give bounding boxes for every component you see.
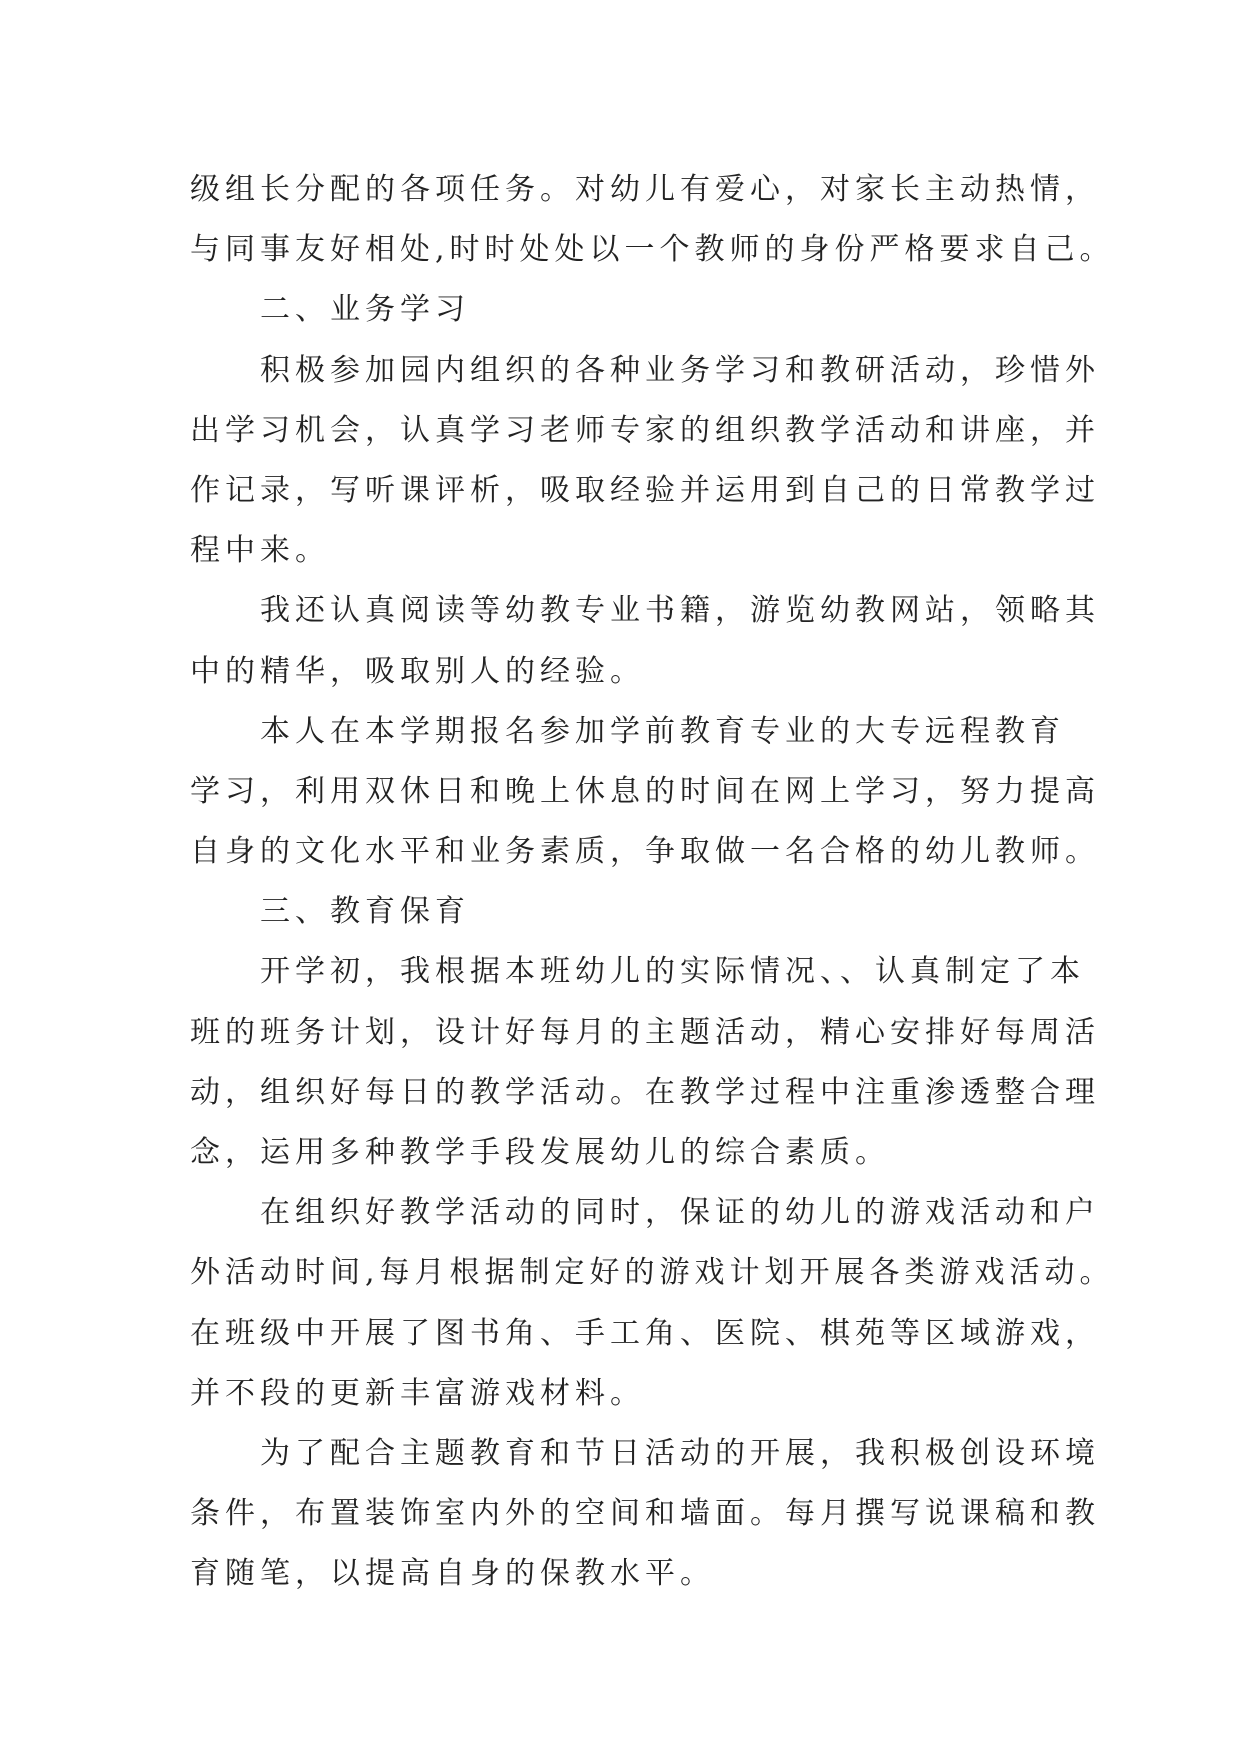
text-line: 本人在本学期报名参加学前教育专业的大专远程教育 (260, 713, 1065, 749)
text-line: 程中来。 (190, 533, 330, 569)
text-line: 班的班务计划，设计好每月的主题活动，精心安排好每周活 (190, 1014, 1100, 1050)
text-line: 二、业务学习 (260, 292, 470, 328)
text-line: 学习，利用双休日和晚上休息的时间在网上学习，努力提高 (190, 773, 1100, 809)
text-line: 中的精华，吸取别人的经验。 (190, 653, 645, 689)
text-line: 自身的文化水平和业务素质，争取做一名合格的幼儿教师。 (190, 834, 1100, 870)
text-line: 在班级中开展了图书角、手工角、医院、棋苑等区域游戏， (190, 1315, 1100, 1351)
text-line: 积极参加园内组织的各种业务学习和教研活动，珍惜外 (260, 352, 1100, 388)
document-body (190, 160, 1115, 1605)
text-line: 级组长分配的各项任务。对幼儿有爱心，对家长主动热情， (190, 172, 1100, 207)
text-line: 念，运用多种教学手段发展幼儿的综合素质。 (190, 1135, 890, 1170)
text-line: 外活动时间,每月根据制定好的游戏计划开展各类游戏活动。 (190, 1255, 1115, 1291)
text-line: 动，组织好每日的教学活动。在教学过程中注重渗透整合理 (190, 1074, 1100, 1110)
text-line: 出学习机会，认真学习老师专家的组织教学活动和讲座，并 (190, 412, 1100, 448)
text-line: 我还认真阅读等幼教专业书籍，游览幼教网站，领略其 (260, 593, 1100, 629)
text-line: 作记录，写听课评析，吸取经验并运用到自己的日常教学过 (190, 472, 1100, 508)
text-line: 开学初，我根据本班幼儿的实际情况、、认真制定了本 (260, 954, 1085, 990)
text-line: 在组织好教学活动的同时，保证的幼儿的游戏活动和户 (260, 1195, 1100, 1231)
text-line: 育随笔，以提高自身的保教水平。 (190, 1556, 715, 1592)
text-line: 条件，布置装饰室内外的空间和墙面。每月撰写说课稿和教 (190, 1496, 1100, 1532)
text-line: 并不段的更新丰富游戏材料。 (190, 1375, 645, 1411)
text-line: 与同事友好相处,时时处处以一个教师的身份严格要求自己。 (190, 232, 1115, 268)
text-line: 为了配合主题教育和节日活动的开展，我积极创设环境 (260, 1435, 1100, 1471)
text-line: 三、教育保育 (260, 894, 470, 930)
